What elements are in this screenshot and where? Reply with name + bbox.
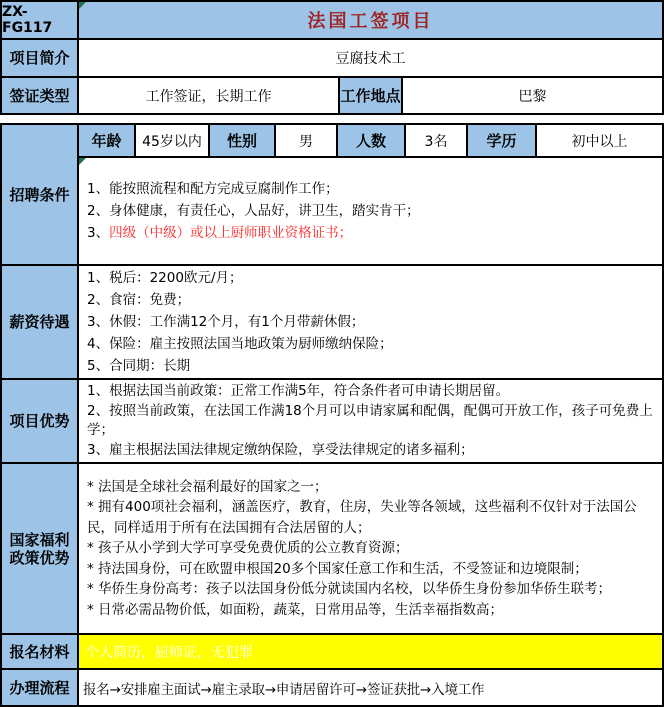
welfare-item: * 孩子从小学到大学可享受免费优质的公立教育资源； — [87, 540, 409, 557]
salary-item: 5、合同期：长期 — [87, 358, 191, 374]
advantage-item: 3、雇主根据法国法律规定缴纳保险，享受法律规定的诸多福利； — [87, 441, 474, 458]
welfare-label-text: 国家福利 政策优势 — [9, 530, 70, 567]
advantages-label: 项目优势 — [2, 380, 77, 462]
excel-error-indicator-icon — [79, 2, 86, 9]
title-row — [2, 2, 662, 38]
condition-item: 1、能按照流程和配方完成豆腐制作工作； — [87, 181, 339, 197]
salary-row — [2, 264, 662, 378]
recruit-content-area — [77, 125, 662, 264]
welfare-item: * 法国是全球社会福利最好的国家之一； — [87, 478, 328, 495]
gender-value: 男 — [274, 125, 336, 156]
welfare-label — [2, 464, 77, 633]
condition-item — [87, 222, 654, 244]
excel-error-indicator-icon — [79, 158, 86, 165]
header-table — [0, 0, 664, 115]
gender-label: 性别 — [208, 125, 274, 156]
welfare-item: * 拥有400项社会福利，涵盖医疗，教育，住房，失业等各领域，这些福利不仅针对于法国公民，同样适用于所有在法国拥有合法居留的人； — [87, 499, 637, 536]
work-location-label: 工作地点 — [338, 78, 401, 113]
welfare-item: * 华侨生身份高考：孩子以法国身份低分就读国内名校，以华侨生身份参加华侨生联考； — [87, 581, 612, 598]
intro-row — [2, 38, 662, 76]
welfare-item: * 持法国身份，可在欧盟申根国20多个国家任意工作和生活，不受签证和边境限制； — [87, 560, 588, 577]
advantage-items — [77, 380, 662, 462]
recruit-label: 招聘条件 — [2, 125, 77, 264]
work-location-value: 巴黎 — [401, 78, 662, 113]
materials-value: 个人简历，厨师证，无犯罪 — [77, 635, 662, 668]
education-value: 初中以上 — [535, 125, 662, 156]
project-code: ZX-FG117 — [2, 2, 77, 38]
salary-item: 3、休假：工作满12个月，有1个月带薪休假； — [87, 314, 365, 330]
recruit-row — [2, 125, 662, 264]
headcount-value: 3名 — [404, 125, 466, 156]
welfare-item: * 日常必需品物价低，如面粉，蔬菜，日常用品等，生活幸福指数高； — [87, 601, 504, 618]
visa-type-value: 工作签证，长期工作 — [77, 78, 338, 113]
condition-number: 3、 — [87, 225, 110, 241]
education-label: 学历 — [466, 125, 535, 156]
salary-item: 4、保险：雇主按照法国当地政策为厨师缴纳保险； — [87, 336, 393, 352]
salary-item: 1、税后：2200欧元/月； — [87, 270, 243, 286]
age-label: 年龄 — [79, 125, 134, 156]
visa-type-label: 签证类型 — [2, 78, 77, 113]
intro-label: 项目简介 — [2, 40, 77, 76]
headcount-label: 人数 — [336, 125, 404, 156]
advantage-item: 2、按照当前政策，在法国工作满18个月可以申请家属和配偶，配偶可开放工作，孩子可免费上学； — [87, 402, 653, 438]
materials-row — [2, 633, 662, 668]
condition-highlight: 四级（中级）或以上厨师职业资格证书； — [109, 225, 353, 241]
condition-item: 2、身体健康，有责任心，人品好，讲卫生，踏实肯干； — [87, 203, 420, 219]
section-divider — [0, 115, 664, 123]
detail-table — [0, 123, 664, 707]
advantage-item: 1、根据法国当前政策：正常工作满5年，符合条件者可申请长期居留。 — [87, 383, 510, 399]
spec-header-row — [79, 125, 662, 158]
recruit-conditions — [79, 158, 662, 264]
process-value: 报名→安排雇主面试→雇主录取→申请居留许可→签证获批→入境工作 — [77, 670, 662, 705]
advantages-row — [2, 378, 662, 462]
page-title-cell — [77, 2, 662, 38]
process-row — [2, 668, 662, 705]
welfare-items — [77, 464, 662, 633]
process-label: 办理流程 — [2, 670, 77, 705]
salary-items — [77, 266, 662, 378]
page-title: 法国工签项目 — [307, 11, 434, 32]
visa-row — [2, 76, 662, 113]
salary-item: 2、食宿：免费； — [87, 292, 191, 308]
materials-label: 报名材料 — [2, 635, 77, 668]
intro-value: 豆腐技术工 — [77, 40, 662, 76]
welfare-row — [2, 462, 662, 633]
age-value: 45岁以内 — [134, 125, 208, 156]
salary-label: 薪资待遇 — [2, 266, 77, 378]
